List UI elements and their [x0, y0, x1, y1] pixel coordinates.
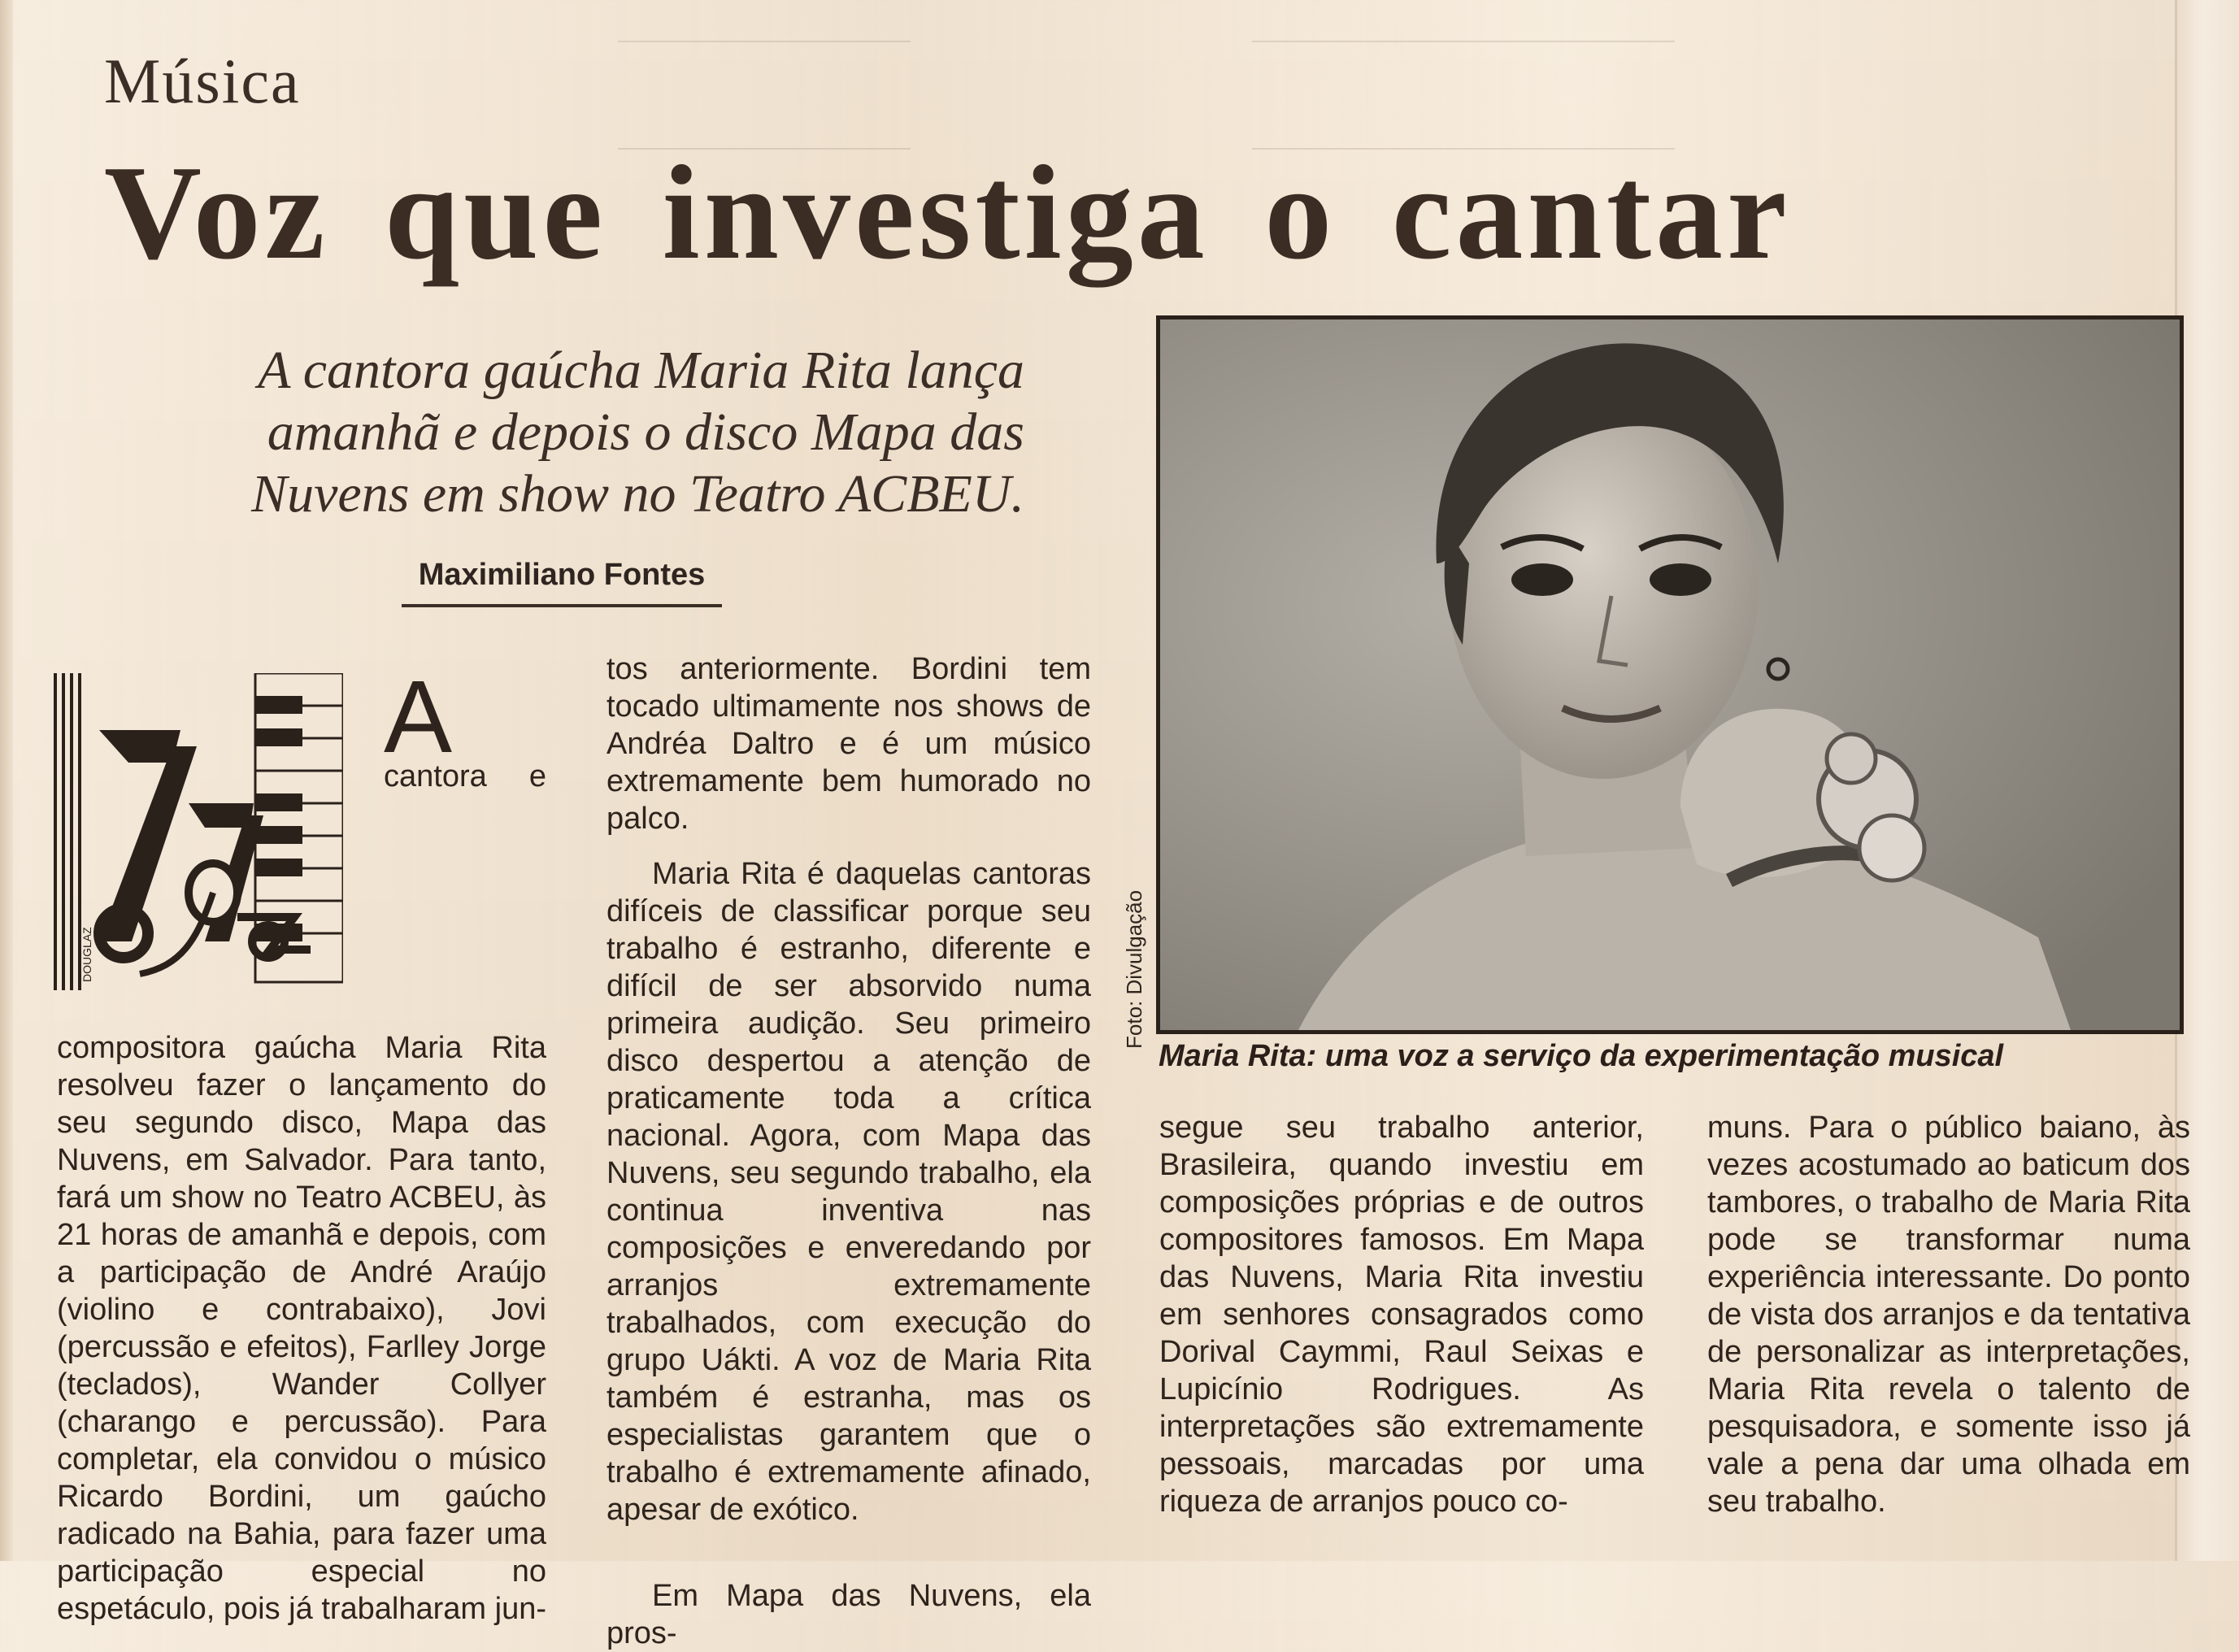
article-column-1 — [57, 659, 547, 1628]
logo-signature: DOUGLAZ — [80, 927, 93, 982]
bleed-through-marks — [618, 41, 911, 150]
paper-edge-left — [0, 0, 13, 1561]
column-3-paragraph-1: segue seu trabalho anterior, Brasileira, quando investiu em composições próprias e de outros compositores famosos. Em Mapa das Nuvens, Maria Rita investiu em senhores consagrados como Dorival Caymmi, Raul Seixas e Lupicínio Rodrigues. As interpretações são extremamente pessoais, marcadas por uma riqueza de arranjos pouco co- — [1159, 1111, 1644, 1519]
drop-cap: A — [384, 659, 453, 774]
column-1-paragraph-1: cantora e compositora gaúcha Maria Rita resolveu fazer o lançamento do seu segundo disco, Mapa das Nuvens, em Salvador. Para tanto, fará um show no Teatro ACBEU, às 21 horas de amanhã e depois, com a participação de André Araújo (violino e contrabaixo), Jovi (percussão e efeitos), Farlley Jorge (teclados), Wander Collyer (charango e percussão). Para completar, ela convidou o músico Ricardo Bordini, um gaúcho radicado na Bahia, para fazer uma participação especial no espetáculo, pois já trabalharam jun- — [57, 759, 547, 1626]
column-2-paragraph-2: Maria Rita é daquelas cantoras difíceis de classificar porque seu trabalho é estranho, diferente e difícil de ser absorvido numa primeira audição. Seu primeiro disco despertou a atenção de praticamente toda a crítica nacional. Agora, com Mapa das Nuvens, seu segundo trabalho, ela continua inventiva nas composições e enveredando por arranjos extremamente trabalhados, com execução do grupo Uákti. A voz de Maria Rita também é estranha, mas os especialistas garantem que o trabalho é extremamente afinado, apesar de exótico. — [606, 857, 1091, 1527]
photo-credit: Foto: Divulgação — [1122, 889, 1146, 1049]
photo-caption: Maria Rita: uma voz a serviço da experimentação musical — [1159, 1039, 2004, 1073]
byline: Maximiliano Fontes — [402, 558, 722, 607]
headline: Voz que investiga o cantar — [104, 137, 1791, 287]
article-column-3 — [1159, 1109, 1644, 1520]
logo-float-space — [57, 667, 384, 1029]
article-column-2 — [606, 650, 1091, 1652]
portrait-illustration — [1160, 320, 2180, 1030]
section-label: Música — [104, 46, 301, 116]
column-2-paragraph-1: tos anteriormente. Bordini tem tocado ultimamente nos shows de Andréa Daltro e é um músico extremamente bem humorado no palco. — [606, 652, 1091, 836]
portrait-photo — [1156, 315, 2184, 1034]
article-column-4 — [1707, 1109, 2190, 1520]
column-2-paragraph-3: Em Mapa das Nuvens, ela pros- — [606, 1579, 1091, 1650]
column-4-paragraph-1: muns. Para o público baiano, às vezes acostumado ao baticum dos tambores, o trabalho de Maria Rita pode se transformar numa experiência interessante. Do ponto de vista dos arranjos e da tentativa de personalizar as interpretações, Maria Rita revela o talento de pesquisadora, e somente isso já vale a pena dar uma olhada em seu trabalho. — [1707, 1111, 2190, 1519]
subhead: A cantora gaúcha Maria Rita lança amanhã e depois o disco Mapa das Nuvens em show no Teatro ACBEU. — [251, 341, 1024, 524]
bleed-through-marks — [1252, 41, 1675, 150]
